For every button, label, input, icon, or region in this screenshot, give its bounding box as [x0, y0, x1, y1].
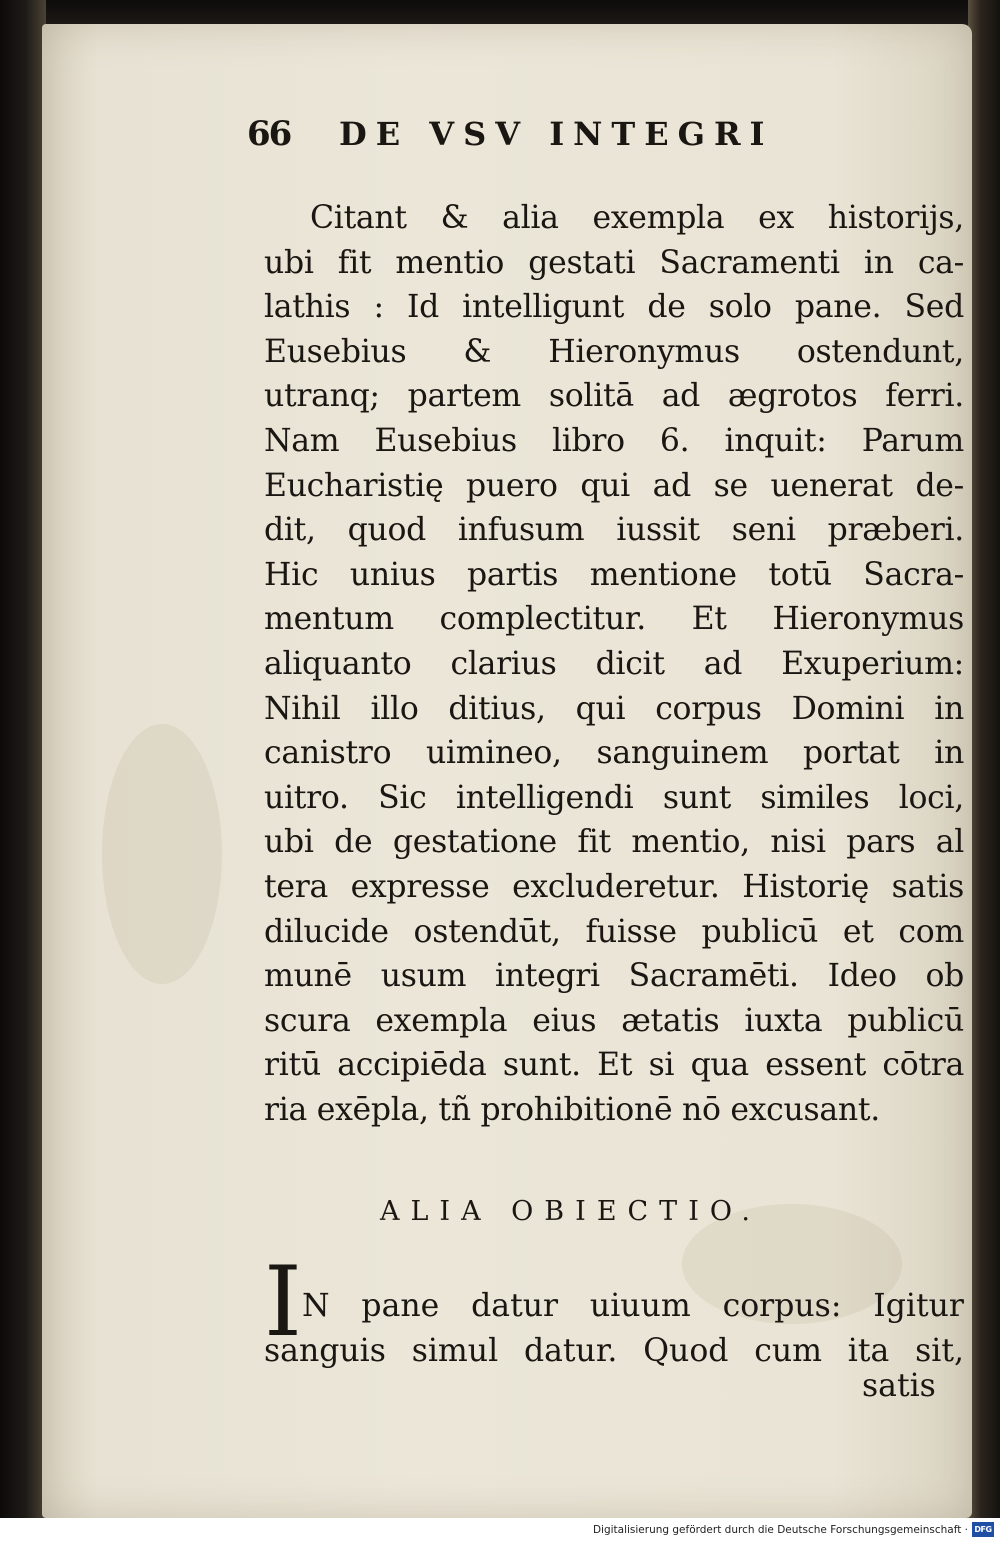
text-line: aliquanto clarius dicit ad Exuperium: — [264, 645, 964, 682]
text-line: mentum complectitur. Et Hieronymus — [264, 601, 964, 638]
section-heading: ALIA OBIECTIO. — [380, 1196, 761, 1227]
text-line: N pane datur uiuum corpus: Igitur — [302, 1288, 964, 1324]
book-fore-edge-right — [968, 0, 1000, 1518]
text-line: dit, quod infusum iussit seni præberi. — [264, 512, 964, 549]
text-line: Eusebius & Hieronymus ostendunt, — [264, 333, 964, 370]
text-line: scura exempla eius ætatis iuxta publicū — [264, 1002, 964, 1039]
dfg-logo-icon: DFG — [972, 1522, 994, 1537]
book-top-edge — [0, 0, 1000, 26]
text-line: lathis : Id intelligunt de solo pane. Sed — [264, 289, 964, 326]
book-page — [42, 24, 972, 1518]
text-line: tera expresse excluderetur. Historię satis — [264, 868, 964, 905]
objection-paragraph — [264, 1246, 964, 1373]
text-line: ubi de gestatione fit mentio, nisi pars al — [264, 824, 964, 861]
text-line: sanguis simul datur. Quod cum ita sit, — [264, 1332, 964, 1369]
book-binding-left — [0, 0, 46, 1518]
text-line: Nihil illo ditius, qui corpus Domini in — [264, 690, 964, 727]
text-line: ritū accipiēda sunt. Et si qua essent cōtra — [264, 1047, 964, 1084]
text-line: munē usum integri Sacramēti. Ideo ob — [264, 958, 964, 995]
text-line: canistro uimineo, sanguinem portat in — [264, 735, 964, 772]
text-line: ubi fit mentio gestati Sacramenti in ca- — [264, 244, 964, 281]
text-line: Hic unius partis mentione totū Sacra- — [264, 556, 964, 593]
page-text — [42, 24, 972, 1518]
text-line: Nam Eusebius libro 6. inquit: Parum — [264, 422, 964, 459]
text-line: utranq; partem solitā ad ægrotos ferri. — [264, 378, 964, 415]
catchword: satis — [862, 1368, 936, 1404]
running-header — [247, 114, 847, 154]
text-line: Citant & alia exempla ex historijs, — [310, 200, 964, 236]
text-line: uitro. Sic intelligendi sunt similes loci, — [264, 779, 964, 816]
text-line: ria exēpla, tñ prohibitionē nō excusant. — [264, 1091, 880, 1128]
page-number: 66 — [247, 114, 291, 154]
funding-credit: Digitalisierung gefördert durch die Deutsche Forschungsgemeinschaft · — [592, 1524, 968, 1536]
text-line: Eucharistię puero qui ad se uenerat de- — [264, 467, 964, 504]
body-paragraph — [264, 196, 964, 1132]
text-line: dilucide ostendūt, fuisse publicū et com — [264, 913, 964, 950]
drop-cap-initial: I — [264, 1246, 302, 1358]
running-title: DE VSV INTEGRI — [339, 115, 774, 153]
